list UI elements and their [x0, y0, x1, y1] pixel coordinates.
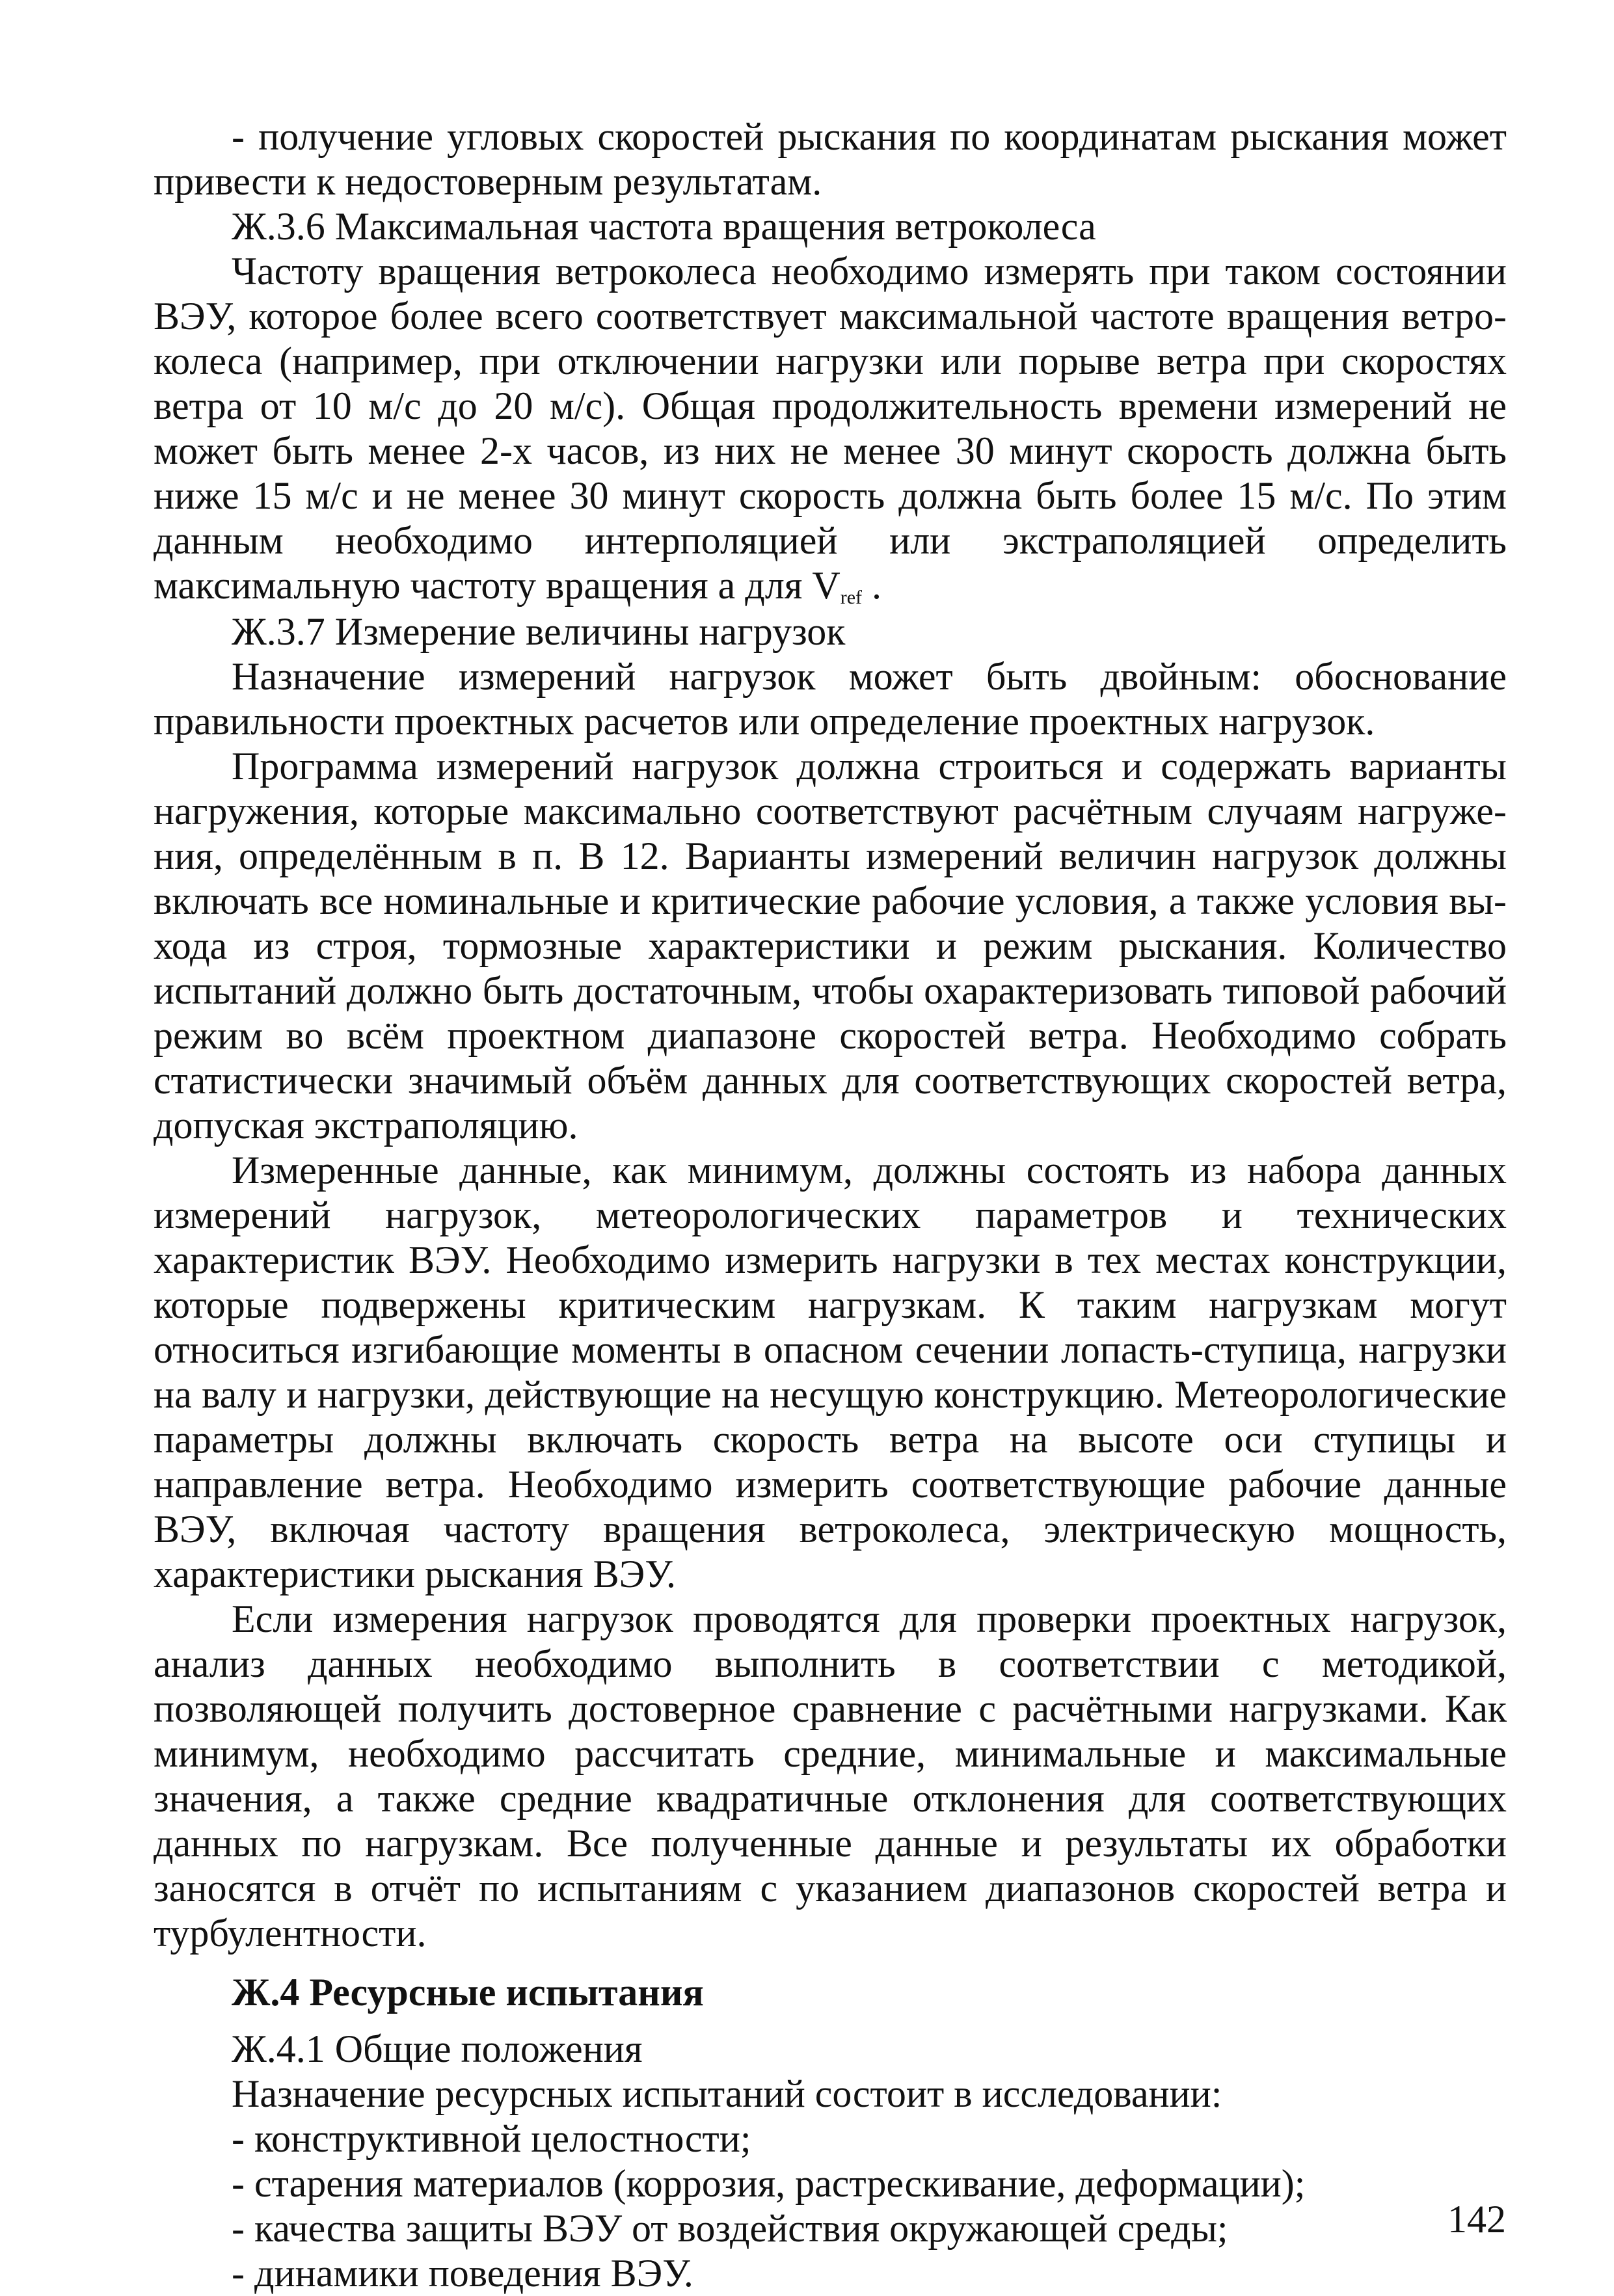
list-intro: Назначение ресурсных испытаний состоит в исследовании: [232, 2072, 1222, 2115]
paragraph-3-6-end: . [872, 564, 881, 607]
page-number: 142 [1447, 2198, 1506, 2241]
intro-dash-item: - получение угловых скоростей рыскания по координатам рыскания может привести к недостоверным результатам. [154, 115, 1507, 203]
paragraph-3-6 [154, 249, 1507, 609]
vref-main: V [812, 564, 841, 607]
section-heading-3-7: Ж.3.7 Измерение величины нагрузок [232, 609, 846, 653]
paragraph-3-7-3: Измеренные данные, как минимум, должны состоять из набора данных измерений нагрузок, метеорологических параметров и технических характеристик ВЭУ. Необходимо измерить нагрузки в тех местах конструкции, которые подвержены критическим нагрузкам. К таким нагрузкам могут относиться изгибающие моменты в опасном сечении лопасть-ступица, нагрузки на валу и нагрузки, действующие на несущую конструкцию. Метеорологические параметры должны включать скорость ветра на высоте оси ступицы и направление ветра. Необходимо измерить соответствующие рабочие данные ВЭУ, включая частоту вращения ветроколеса, электрическую мощность, характеристики рыскания ВЭУ. [154, 1148, 1507, 1595]
list-item: - конструктивной целостности; [232, 2116, 751, 2160]
paragraph-3-7-2: Программа измерений нагрузок должна строиться и содержать варианты нагружения, которые максимально соответствуют расчётным случаям нагружения, определённым в п. В 12. Варианты измерений величин нагрузок должны включать все номинальные и критические рабочие условия, а также условия выхода из строя, тормозные характеристики и режим рыскания. Количество испытаний должно быть достаточным, чтобы охарактеризовать типовой рабочий режим во всём проектном диапазоне скоростей ветра. Необходимо собрать статистически значимый объём данных для соответствующих скоростей ветра, допуская экстраполяцию. [154, 744, 1507, 1147]
section-heading-3-6: Ж.3.6 Максимальная частота вращения ветроколеса [232, 205, 1096, 248]
vref-symbol [812, 564, 862, 607]
list-item: - динамики поведения ВЭУ. [232, 2251, 693, 2295]
vref-subscript: ref [840, 587, 862, 608]
section-heading-4: Ж.4 Ресурсные испытания [232, 1970, 704, 2014]
paragraph-3-7-1: Назначение измерений нагрузок может быть двойным: обоснование правильности проектных расчетов или определение проектных нагрузок. [154, 654, 1507, 743]
document-page [154, 114, 1507, 2296]
paragraph-3-7-4: Если измерения нагрузок проводятся для проверки проектных нагрузок, анализ данных необходимо выполнить в соответствии с методикой, позволяющей получить достоверное сравнение с расчётными нагрузками. Как минимум, необходимо рассчитать средние, минимальные и максимальные значения, а также средние квадратичные отклонения для соответствующих данных по нагрузкам. Все полученные данные и результаты их обработки заносятся в отчёт по испытаниям с указанием диапазонов скоростей ветра и турбулентности. [154, 1597, 1507, 1955]
section-heading-4-1: Ж.4.1 Общие положения [232, 2027, 643, 2070]
list-item: - качества защиты ВЭУ от воздействия окружающей среды; [232, 2206, 1228, 2250]
paragraph-3-6-text: Частоту вращения ветроколеса необходимо измерять при таком состоянии ВЭУ, которое более всего соответствует максимальной частоте вращения ветроколеса (например, при отключении нагрузки или порыве ветра при скоростях ветра от 10 м/с до 20 м/с). Общая продолжительность времени измерений не может быть менее 2-х часов, из них не менее 30 минут скорость должна быть ниже 15 м/с и не менее 30 минут скорость должна быть более 15 м/с. По этим данным необходимо интерполяцией или экстраполяцией определить максимальную частоту вращения а для [154, 250, 1507, 607]
list-item: - старения материалов (коррозия, растрескивание, деформации); [232, 2161, 1306, 2205]
